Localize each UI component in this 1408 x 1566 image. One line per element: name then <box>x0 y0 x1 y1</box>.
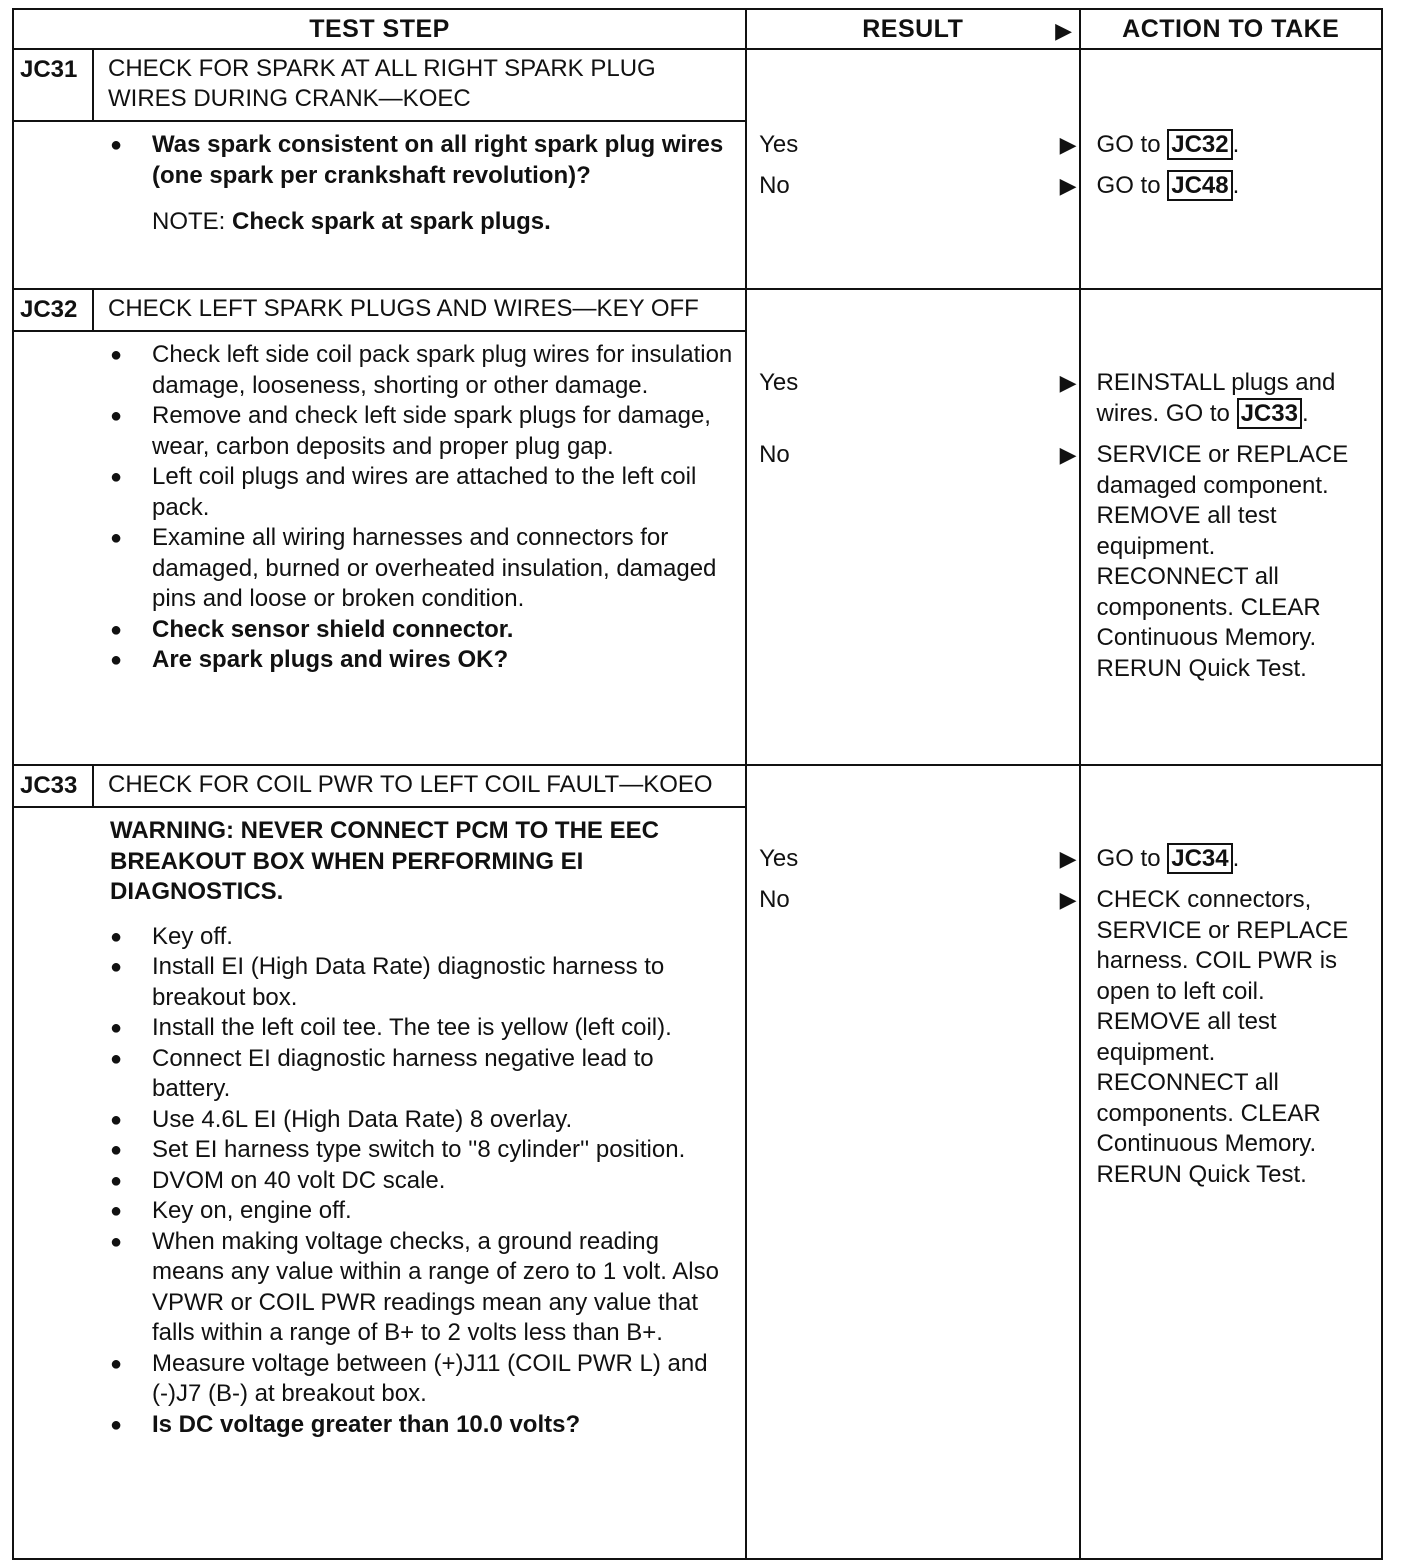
list-item: ● Check sensor shield connector. <box>110 615 735 646</box>
list-item: ● Key on, engine off. <box>110 1196 735 1227</box>
result-label: Yes <box>759 369 799 396</box>
note-text: Check spark at spark plugs. <box>232 208 551 235</box>
step-title: CHECK FOR COIL PWR TO LEFT COIL FAULT—KOEO <box>108 771 713 798</box>
step-body <box>14 332 745 682</box>
step-cell <box>13 49 746 289</box>
list-item: ● Was spark consistent on all right spark plug wires (one spark per crankshaft revolution)? <box>110 130 735 191</box>
list-item: ● Install EI (High Data Rate) diagnostic harness to breakout box. <box>110 952 735 1013</box>
result-yes <box>759 844 1078 874</box>
list-item: ● Key off. <box>110 922 735 953</box>
action-cell <box>1080 49 1382 289</box>
list-item: ● When making voltage checks, a ground reading means any value within a range of zero to 1 volt. Also VPWR or COIL PWR readings mean any value that falls within a range of B+ to 2 volts less than B+. <box>110 1227 735 1349</box>
result-no <box>759 885 1078 915</box>
result-yes <box>759 368 1078 398</box>
step-id: JC31 <box>14 50 94 120</box>
list-item: ● Left coil plugs and wires are attached to the left coil pack. <box>110 462 735 523</box>
list-item: ● Are spark plugs and wires OK? <box>110 645 735 676</box>
step-title: CHECK LEFT SPARK PLUGS AND WIRES—KEY OFF <box>108 295 699 322</box>
action-text: GO to <box>1096 172 1161 199</box>
step-cell <box>13 289 746 765</box>
list-item: ● Measure voltage between (+)J11 (COIL PWR L) and (-)J7 (B-) at breakout box. <box>110 1349 735 1410</box>
result-label: No <box>759 886 790 913</box>
step-id: JC33 <box>14 766 94 806</box>
diagnostic-table <box>12 8 1383 1560</box>
list-item: ● Check left side coil pack spark plug wires for insulation damage, looseness, shorting or other damage. <box>110 340 735 401</box>
result-header <box>746 9 1079 49</box>
result-cell <box>746 765 1079 1559</box>
result-label: No <box>759 441 790 468</box>
step-title: CHECK FOR SPARK AT ALL RIGHT SPARK PLUG WIRES DURING CRANK—KOEC <box>108 55 656 112</box>
step-reference: JC32 <box>1167 129 1232 160</box>
action-yes <box>1097 844 1373 875</box>
step-id: JC32 <box>14 290 94 330</box>
action-header: ACTION TO TAKE <box>1080 9 1382 49</box>
result-label: No <box>759 172 790 199</box>
action-no <box>1097 171 1373 202</box>
result-header-label: RESULT <box>862 14 964 43</box>
list-item: ● Is DC voltage greater than 10.0 volts? <box>110 1410 735 1441</box>
step-cell <box>13 765 746 1559</box>
arrow-right-icon: ▶ <box>1059 442 1077 467</box>
result-yes <box>759 130 1078 160</box>
result-label: Yes <box>759 131 799 158</box>
action-text: REINSTALL plugs and wires. GO to <box>1096 369 1336 427</box>
step-reference: JC48 <box>1167 170 1232 201</box>
list-item: ● Use 4.6L EI (High Data Rate) 8 overlay. <box>110 1105 735 1136</box>
action-suffix: . <box>1232 845 1240 872</box>
result-no <box>759 171 1078 201</box>
arrow-right-icon: ▶ <box>1059 370 1077 395</box>
step-reference: JC34 <box>1167 843 1232 874</box>
arrow-right-icon: ▶ <box>1059 173 1077 198</box>
result-cell <box>746 49 1079 289</box>
step-body <box>14 122 745 244</box>
test-step-header: TEST STEP <box>13 9 746 49</box>
list-item: ● DVOM on 40 volt DC scale. <box>110 1166 735 1197</box>
list-item: ● Examine all wiring harnesses and connectors for damaged, burned or overheated insulation, damaged pins and loose or broken condition. <box>110 523 735 615</box>
step-reference: JC33 <box>1237 398 1302 429</box>
step-row-jc33 <box>13 765 1382 1559</box>
action-suffix: . <box>1232 172 1240 199</box>
action-suffix: . <box>1232 131 1240 158</box>
list-item: ● Connect EI diagnostic harness negative lead to battery. <box>110 1044 735 1105</box>
result-label: Yes <box>759 845 799 872</box>
action-no: CHECK connectors, SERVICE or REPLACE harness. COIL PWR is open to left coil. REMOVE all test equipment. RECONNECT all components. CLEAR Continuous Memory. RERUN Quick Test. <box>1096 886 1349 1188</box>
step-header <box>14 50 746 122</box>
arrow-right-icon: ▶ <box>1059 132 1077 157</box>
action-text: GO to <box>1096 131 1161 158</box>
action-yes <box>1097 130 1373 161</box>
note-label: NOTE: <box>152 208 226 235</box>
list-item: ● Set EI harness type switch to ''8 cylinder'' position. <box>110 1135 735 1166</box>
list-item: ● Remove and check left side spark plugs for damage, wear, carbon deposits and proper plug gap. <box>110 401 735 462</box>
action-cell <box>1080 765 1382 1559</box>
result-cell <box>746 289 1079 765</box>
arrow-right-icon: ▶ <box>1055 18 1073 43</box>
note <box>110 207 735 238</box>
arrow-right-icon: ▶ <box>1059 887 1077 912</box>
arrow-right-icon: ▶ <box>1059 846 1077 871</box>
action-text: GO to <box>1096 845 1161 872</box>
action-yes <box>1097 368 1373 429</box>
action-cell <box>1080 289 1382 765</box>
header-row <box>13 9 1382 49</box>
step-row-jc31 <box>13 49 1382 289</box>
step-row-jc32 <box>13 289 1382 765</box>
step-body <box>14 808 745 1446</box>
warning-text: WARNING: NEVER CONNECT PCM TO THE EEC BREAKOUT BOX WHEN PERFORMING EI DIAGNOSTICS. <box>110 817 659 905</box>
list-item: ● Install the left coil tee. The tee is yellow (left coil). <box>110 1013 735 1044</box>
diagnostic-page <box>12 8 1383 1558</box>
step-header <box>14 290 746 332</box>
step-header <box>14 766 746 808</box>
action-no: SERVICE or REPLACE damaged component. REMOVE all test equipment. RECONNECT all components. CLEAR Continuous Memory. RERUN Quick Test. <box>1096 441 1349 682</box>
action-suffix: . <box>1301 399 1309 427</box>
result-no <box>759 440 1078 470</box>
